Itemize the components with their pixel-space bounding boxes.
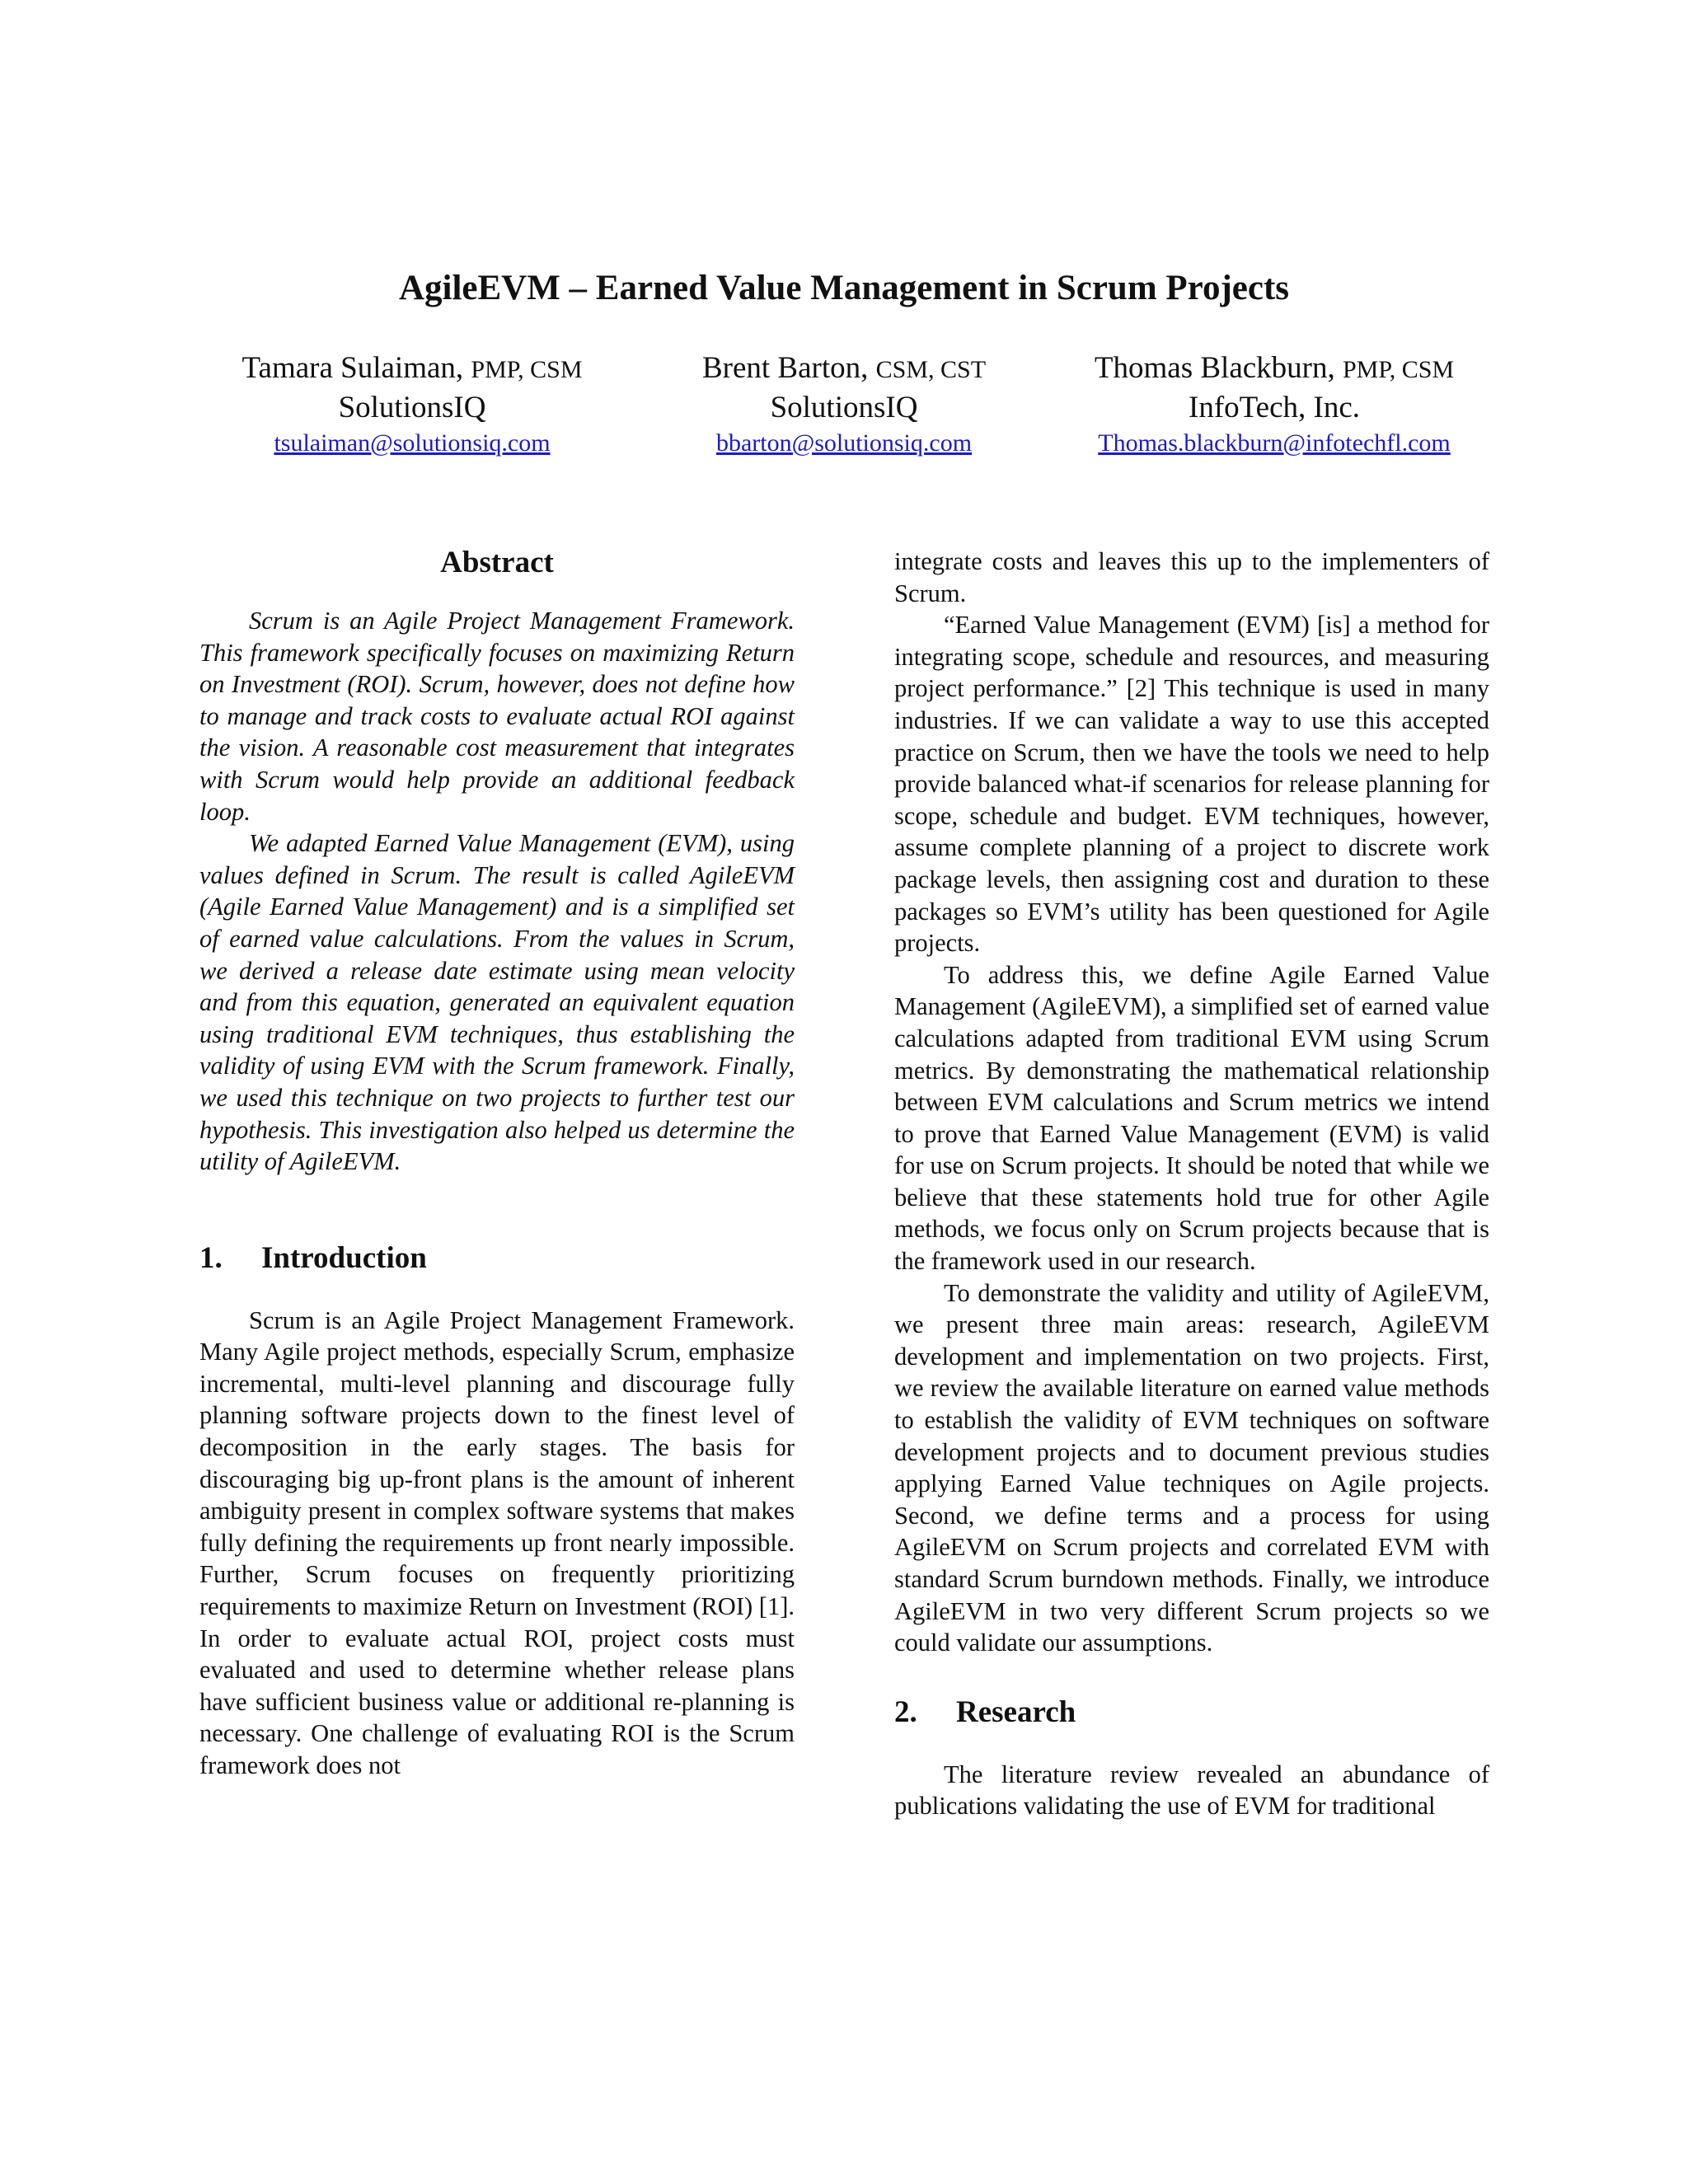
author-block-1 [165,349,659,460]
section-number: 1. [199,1240,223,1275]
intro-paragraph: To address this, we define Agile Earned Value Management (AgileEVM), a simplified set of earned value calculations adapted from traditional EVM using Scrum metrics. By demonstrating the mathematical relationship between EVM calculations and Scrum metrics we intend to prove that Earned Value Management (EVM) is valid for use on Scrum projects. It should be noted that while we believe that these statements hold true for other Agile methods, we focus only on Scrum projects because that is the framework used in our research. [894,960,1489,1276]
author-email-link[interactable]: tsulaiman@solutionsiq.com [274,429,551,457]
author-block-2 [597,349,1091,460]
author-affiliation: SolutionsIQ [770,391,918,424]
abstract-section [199,544,795,1178]
author-email-link[interactable]: bbarton@solutionsiq.com [715,429,973,457]
author-name-line [597,349,1091,389]
intro-paragraph: To demonstrate the validity and utility of AgileEVM, we present three main areas: research, AgileEVM development and implementation on two projects. First, we review the available literature on earned value methods to establish the validity of EVM techniques on software development projects and to document previous studies applying Earned Value techniques on Agile projects. Second, we define terms and a process for using AgileEVM on Scrum projects and correlated EVM with standard Scrum burndown methods. Finally, we introduce AgileEVM in two very different Scrum projects so we could validate our assumptions. [894,1278,1489,1657]
author-credentials: CSM, CST [875,356,987,383]
author-name-line [165,349,659,389]
author-name: Tamara Sulaiman, [241,351,464,385]
paper-title: AgileEVM – Earned Value Management in Scrum Projects [398,269,1290,307]
author-name-line [1027,349,1522,389]
author-email-link[interactable]: Thomas.blackburn@infotechfl.com [1098,429,1451,457]
intro-paragraph: Scrum is an Agile Project Management Framework. Many Agile project methods, especially Scrum, emphasize incremental, multi-level planning and discourage fully planning software projects down to the finest level of decomposition in the early stages. The basis for discouraging big up-front plans is the amount of inherent ambiguity present in complex software systems that makes fully defining the requirements up front nearly impossible. Further, Scrum focuses on frequently prioritizing requirements to maximize Return on Investment (ROI) [1]. In order to evaluate actual ROI, project costs must evaluated and used to determine whether release plans have sufficient business value or additional re-planning is necessary. One challenge of evaluating ROI is the Scrum framework does not [199,1305,795,1779]
intro-paragraph: “Earned Value Management (EVM) [is] a method for integrating scope, schedule and resources, and measuring project performance.” [2] This technique is used in many industries. If we can validate a way to use this accepted practice on Scrum, then we have the tools we need to help provide balanced what-if scenarios for release planning for scope, schedule and budget. EVM techniques, however, assume complete planning of a project to discrete work package levels, then assigning cost and duration to these packages so EVM’s utility has been questioned for Agile projects. [894,611,1489,958]
left-column [199,544,795,1782]
abstract-paragraph: Scrum is an Agile Project Management Framework. This framework specifically focuses on maximizing Return on Investment (ROI). Scrum, however, does not define how to manage and track costs to evaluate actual ROI against the vision. A reasonable cost measurement that integrates with Scrum would help provide an additional feedback loop. [199,607,795,826]
section-heading-research [894,1694,1489,1732]
author-affiliation: InfoTech, Inc. [1189,391,1360,424]
section-title: Introduction [261,1240,427,1275]
author-name: Brent Barton, [701,351,869,385]
section-number: 2. [894,1694,917,1729]
section-title: Research [956,1694,1076,1729]
intro-paragraph-continued: integrate costs and leaves this up to the implementers of Scrum. [894,547,1489,607]
author-affiliation: SolutionsIQ [338,391,486,424]
research-paragraph: The literature review revealed an abundance of publications validating the use of EVM for traditional [894,1760,1489,1821]
author-credentials: PMP, CSM [471,356,583,383]
author-credentials: PMP, CSM [1342,356,1455,383]
right-column [894,546,1489,1822]
abstract-paragraph: We adapted Earned Value Management (EVM), using values defined in Scrum. The result is called AgileEVM (Agile Earned Value Management) and is a simplified set of earned value calculations. From the values in Scrum, we derived a release date estimate using mean velocity and from this equation, generated an equivalent equation using traditional EVM techniques, thus establishing the validity of using EVM with the Scrum framework. Finally, we used this technique on two projects to further test our hypothesis. This investigation also helped us determine the utility of AgileEVM. [199,829,795,1176]
author-name: Thomas Blackburn, [1094,351,1335,385]
section-heading-introduction [199,1240,795,1277]
author-block-3 [1027,349,1522,460]
abstract-heading: Abstract [440,546,554,579]
